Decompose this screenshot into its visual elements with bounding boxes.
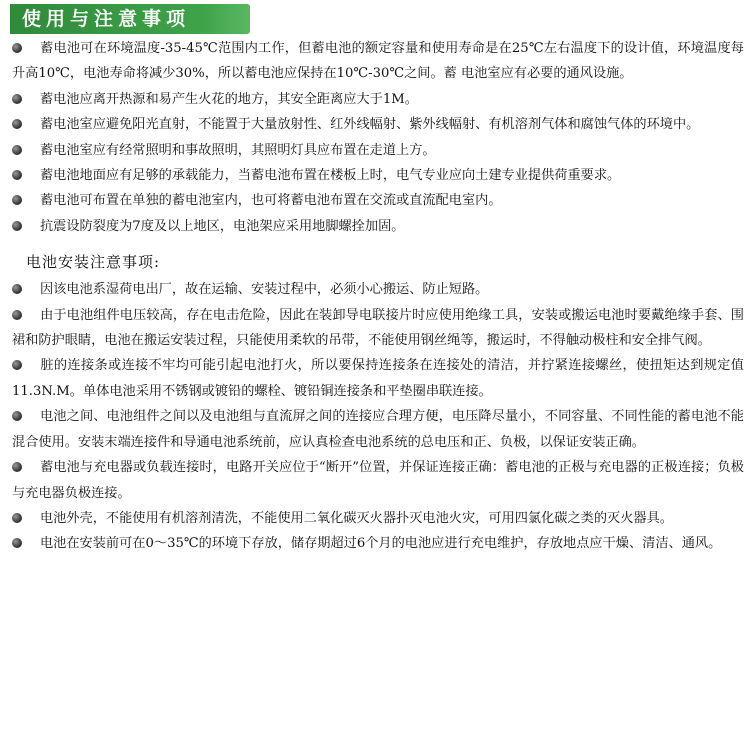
list-item-text: 电池外壳，不能使用有机溶剂清洗，不能使用二氧化碳灭火器扑灭电池火灾，可用四氯化碳之类的灭火器具。 <box>40 510 673 526</box>
list-item <box>12 506 744 531</box>
list-item <box>12 531 744 556</box>
bullet-icon <box>12 462 22 472</box>
bullet-icon <box>12 513 22 523</box>
list-item-text: 蓄电池室应避免阳光直射，不能置于大量放射性、红外线幅射、紫外线幅射、有机溶剂气体和腐蚀气体的环境中。 <box>40 117 700 133</box>
list-item-text: 蓄电池与充电器或负载连接时，电路开关应位于“断开”位置，并保证连接正确：蓄电池的正极与充电器的正极连接；负极与充电器负极连接。 <box>12 460 744 501</box>
list-item <box>12 455 744 506</box>
list-item-text: 蓄电池可布置在单独的蓄电池室内，也可将蓄电池布置在交流或直流配电室内。 <box>40 193 502 209</box>
usage-section <box>12 36 744 239</box>
bullet-icon <box>12 145 22 155</box>
list-item <box>12 112 744 137</box>
page-title: 使用与注意事项 <box>10 4 250 34</box>
list-item-text: 蓄电池地面应有足够的承载能力，当蓄电池布置在楼板上时，电气专业应向土建专业提供荷重要求。 <box>40 168 621 184</box>
list-item <box>12 163 744 188</box>
bullet-icon <box>12 94 22 104</box>
list-item-text: 蓄电池可在环境温度-35-45℃范围内工作，但蓄电池的额定容量和使用寿命是在25℃左右温度下的设计值，环境温度每升高10℃，电池寿命将减少30%，所以蓄电池应保持在10℃-30℃之间。蓄 电池室应有必要的通风设施。 <box>12 41 744 82</box>
list-item-text: 蓄电池应离开热源和易产生火花的地方，其安全距离应大于1M。 <box>40 91 418 107</box>
bullet-icon <box>12 411 22 421</box>
list-item-text: 蓄电池室应有经常照明和事故照明，其照明灯具应布置在走道上方。 <box>40 142 436 158</box>
bullet-icon <box>12 221 22 231</box>
list-item-text: 抗震设防裂度为7度及以上地区，电池架应采用地脚螺拴加固。 <box>40 218 405 234</box>
bullet-icon <box>12 310 22 320</box>
list-item <box>12 188 744 213</box>
list-item-text: 电池在安装前可在0～35℃的环境下存放，储存期超过6个月的电池应进行充电维护，存放地点应干燥、清洁、通风。 <box>40 536 722 552</box>
list-item-text: 脏的连接条或连接不牢均可能引起电池打火，所以要保持连接条在连接处的清洁，并拧紧连接螺丝，使扭矩达到规定值11.3N.M。单体电池采用不锈钢或镀铅的螺栓、镀铅铜连接条和平垫圈串联连接。 <box>12 358 744 399</box>
list-item <box>12 36 744 87</box>
list-item-text: 由于电池组件电压较高，存在电击危险，因此在装卸导电联接片时应使用绝缘工具，安装或搬运电池时要戴绝缘手套、围裙和防护眼睛，电池在搬运安装过程，只能使用柔软的吊带，不能使用钢丝绳等，搬运时，不得触动极柱和安全排气阀。 <box>12 307 744 349</box>
list-item <box>12 138 744 163</box>
list-item <box>12 214 744 239</box>
list-item <box>12 404 744 455</box>
list-item-text: 因该电池系湿荷电出厂，故在运输、安装过程中，必须小心搬运、防止短路。 <box>40 282 489 298</box>
install-section <box>12 277 744 556</box>
list-item <box>12 303 744 354</box>
bullet-icon <box>12 538 22 548</box>
list-item <box>12 87 744 112</box>
bullet-icon <box>12 43 22 53</box>
bullet-icon <box>12 195 22 205</box>
list-item-text: 电池之间、电池组件之间以及电池组与直流屏之间的连接应合理方便，电压降尽量小，不同容量、不同性能的蓄电池不能混合使用。安装末端连接件和导通电池系统前，应认真检查电池系统的总电压和正、负极，以保证安装正确。 <box>12 409 744 450</box>
bullet-icon <box>12 119 22 129</box>
list-item <box>12 353 744 404</box>
install-heading: 电池安装注意事项: <box>26 253 161 272</box>
list-item <box>12 277 744 302</box>
bullet-icon <box>12 170 22 180</box>
bullet-icon <box>12 360 22 370</box>
bullet-icon <box>12 284 22 294</box>
